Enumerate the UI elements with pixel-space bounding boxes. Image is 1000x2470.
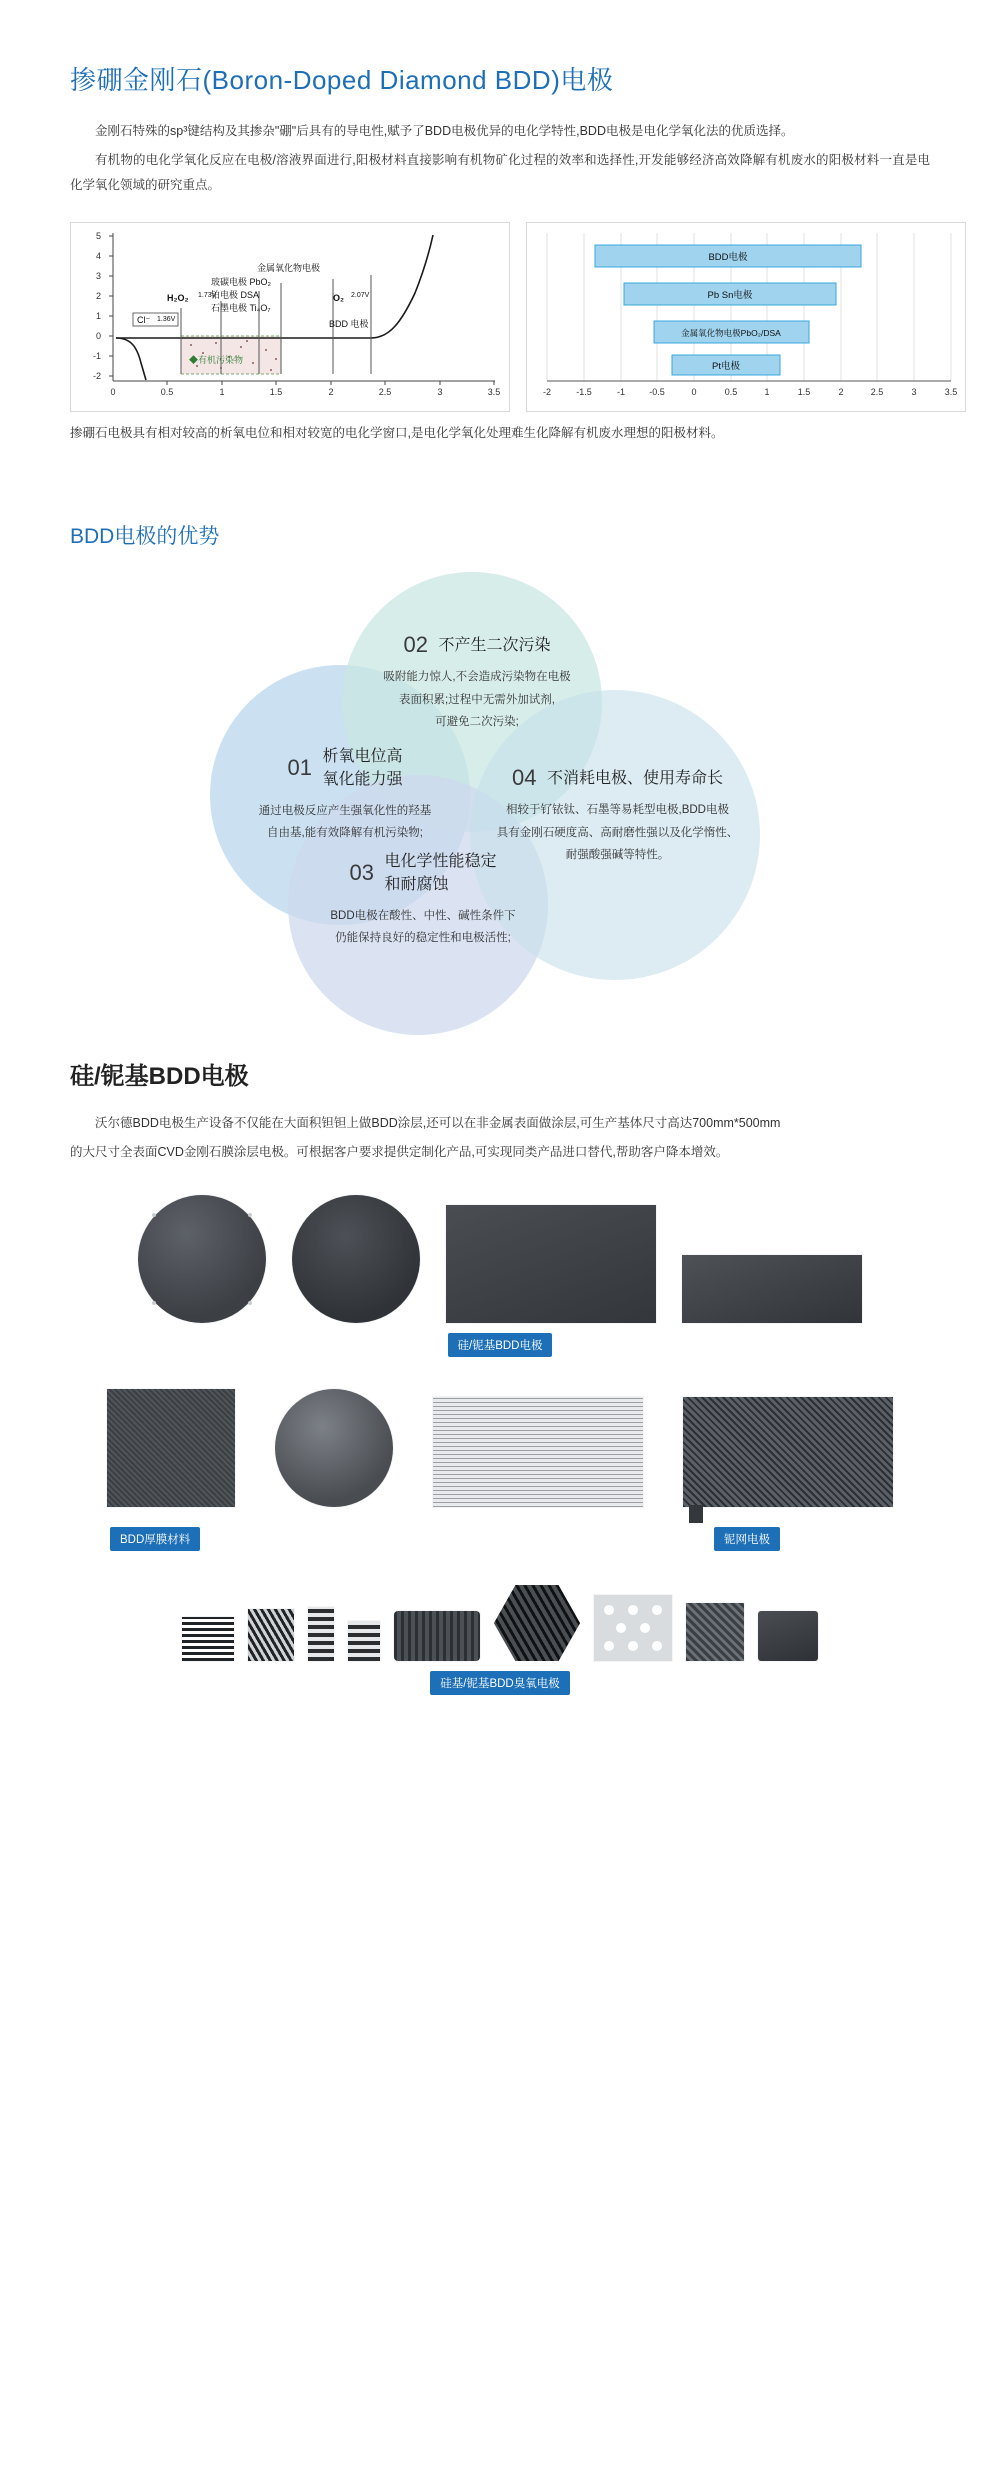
svg-text:3: 3 xyxy=(95,271,101,281)
svg-text:3.5: 3.5 xyxy=(944,387,958,397)
svg-text:2: 2 xyxy=(95,291,101,301)
advantage-heading-01-line2: 氧化能力强 xyxy=(322,771,403,789)
product-image-ozone-part-c xyxy=(308,1607,334,1661)
section-products xyxy=(0,990,1000,1695)
gallery-tag-row3: 硅基/铌基BDD臭氧电极 xyxy=(430,1671,569,1695)
chart-anno-o2: O₂ xyxy=(333,293,344,303)
gallery-tag-row1: 硅/铌基BDD电极 xyxy=(448,1333,553,1357)
product-image-bdd-plate-small xyxy=(682,1255,862,1323)
advantage-body-04-line2: 具有金刚石硬度高、高耐磨性强以及化学惰性、 xyxy=(496,826,739,839)
svg-text:-1: -1 xyxy=(92,351,101,361)
svg-text:1.5: 1.5 xyxy=(269,387,283,397)
product-image-bdd-plate-large xyxy=(446,1205,656,1323)
advantage-number-01: 01 xyxy=(287,755,312,781)
advantage-body-03-line2: 仍能保持良好的稳定性和电极活性; xyxy=(335,932,511,945)
product-image-bdd-sphere xyxy=(275,1389,393,1507)
gallery-row-2-caption-wrap xyxy=(70,1517,930,1551)
chart-anno-glassy: 玻碳电极 PbO₂ xyxy=(211,277,272,287)
bar-label-metaloxide: 金属氧化物电极PbO₂/DSA xyxy=(681,328,781,338)
svg-text:1.73V: 1.73V xyxy=(198,292,217,299)
chart-anno-graphite: 石墨电极 Ti₄O₇ xyxy=(211,303,271,313)
product-image-silicon-disc-1 xyxy=(138,1195,266,1323)
chart-anno-pollutant: ◆有机污染物 xyxy=(189,355,244,365)
svg-text:1: 1 xyxy=(219,387,225,397)
chart-caption-note: 掺硼石电极具有相对较高的析氧电位和相对较宽的电化学窗口,是电化学氧化处理难生化降解有机废水理想的阳极材料。 xyxy=(70,426,724,440)
advantage-body-04-line1: 相较于钌铱钛、石墨等易耗型电极,BDD电极 xyxy=(506,804,729,817)
product-image-silicon-disc-2 xyxy=(292,1195,420,1323)
product-image-ozone-part-e xyxy=(394,1611,480,1661)
advantage-body-02-line2: 表面积累;过程中无需外加试剂, xyxy=(399,693,555,706)
advantage-item-01 xyxy=(220,745,470,844)
chart-anno-metal-oxide: 金属氧化物电极 xyxy=(257,263,321,273)
svg-text:-2: -2 xyxy=(92,371,101,381)
products-paragraph-1: 沃尔德BDD电极生产设备不仅能在大面积钽钽上做BDD涂层,还可以在非金属表面做涂层,可生产基体尺寸高达700mm*500mm xyxy=(95,1116,781,1131)
product-image-ozone-part-d xyxy=(348,1621,380,1661)
svg-text:1: 1 xyxy=(764,387,770,397)
bar-label-pbsn: Pb Sn电极 xyxy=(707,290,753,301)
svg-text:3.5: 3.5 xyxy=(487,387,501,397)
svg-text:0: 0 xyxy=(691,387,697,397)
product-image-ozone-part-b xyxy=(248,1609,294,1661)
bar-label-pt: Pt电极 xyxy=(712,361,740,372)
product-image-ozone-part-a xyxy=(182,1617,234,1661)
gallery-row-3-caption-wrap xyxy=(70,1661,930,1695)
svg-text:0.5: 0.5 xyxy=(160,387,174,397)
chart-potential-window-line xyxy=(70,222,510,412)
svg-text:0: 0 xyxy=(110,387,116,397)
gallery-row-3 xyxy=(70,1585,930,1695)
svg-text:1.5: 1.5 xyxy=(797,387,811,397)
svg-text:2.5: 2.5 xyxy=(870,387,884,397)
svg-text:3: 3 xyxy=(911,387,917,397)
chart-anno-cl: Cl⁻ xyxy=(137,315,151,325)
product-image-ozone-block xyxy=(758,1611,818,1661)
intro-paragraph-2: 有机物的电化学氧化反应在电极/溶液界面进行,阳极材料直接影响有机物矿化过程的效率和选择性,开发能够经济高效降解有机废水的阳极材料一直是电化学氧化领域的研究重点。 xyxy=(70,153,930,192)
products-title: 硅/铌基BDD电极 xyxy=(70,1063,249,1091)
gallery-tag-row2-b: 铌网电极 xyxy=(714,1527,780,1551)
svg-text:2.5: 2.5 xyxy=(378,387,392,397)
advantage-body-01-line1: 通过电极反应产生强氧化性的羟基 xyxy=(258,804,432,817)
chart-electrode-windows-bar xyxy=(526,222,966,412)
advantage-number-03: 03 xyxy=(349,860,374,886)
advantage-heading-04: 不消耗电极、使用寿命长 xyxy=(546,769,723,787)
svg-text:-1.5: -1.5 xyxy=(576,387,592,397)
advantage-heading-01-line1: 析氧电位高 xyxy=(322,748,403,766)
svg-text:5: 5 xyxy=(95,231,101,241)
advantage-body-04-line3: 耐强酸强碱等特性。 xyxy=(565,849,670,862)
advantage-body-02-line3: 可避免二次污染; xyxy=(435,716,519,729)
product-image-niobium-mesh-light xyxy=(433,1397,643,1507)
section-bdd-intro xyxy=(0,0,1000,446)
advantage-heading-03-line2: 和耐腐蚀 xyxy=(384,876,449,894)
svg-text:-2: -2 xyxy=(542,387,552,397)
advantage-heading-02: 不产生二次污染 xyxy=(438,636,551,654)
svg-text:2.07V: 2.07V xyxy=(351,292,370,299)
advantage-body-02-line1: 吸附能力惊人,不会造成污染物在电极 xyxy=(383,671,571,684)
product-gallery xyxy=(70,1195,930,1695)
svg-text:-0.5: -0.5 xyxy=(649,387,665,397)
svg-text:1.36V: 1.36V xyxy=(157,316,176,323)
gallery-tag-row2-a: BDD厚膜材料 xyxy=(110,1527,200,1551)
page-title: 掺硼金刚石(Boron-Doped Diamond BDD)电极 xyxy=(70,65,614,95)
chart-anno-pt: 铂电极 DSA xyxy=(211,290,260,300)
advantage-item-02 xyxy=(352,632,602,733)
product-image-niobium-mesh-dark xyxy=(683,1397,893,1507)
advantage-item-03 xyxy=(298,850,548,949)
advantage-number-02: 02 xyxy=(403,632,428,658)
gallery-row-1 xyxy=(70,1195,930,1357)
svg-text:-1: -1 xyxy=(616,387,626,397)
intro-paragraph-1: 金刚石特殊的sp³键结构及其掺杂"硼"后具有的导电性,赋予了BDD电极优异的电化学特性,BDD电极是电化学氧化法的优质选择。 xyxy=(95,124,794,138)
chart-anno-bdd: BDD 电极 xyxy=(329,319,369,329)
svg-text:0.5: 0.5 xyxy=(724,387,738,397)
charts-row xyxy=(70,222,958,412)
advantage-heading-03-line1: 电化学性能稳定 xyxy=(384,853,497,871)
gallery-row-2 xyxy=(70,1389,930,1551)
venn-diagram xyxy=(70,560,930,990)
svg-text:1: 1 xyxy=(95,311,101,321)
bar-label-bdd: BDD电极 xyxy=(708,252,748,263)
svg-text:2: 2 xyxy=(328,387,334,397)
advantage-body-01-line2: 自由基,能有效降解有机污染物; xyxy=(267,827,423,840)
product-image-ozone-perforated xyxy=(594,1595,672,1661)
chart-anno-h2o2: H₂O₂ xyxy=(167,293,189,303)
svg-text:3: 3 xyxy=(437,387,443,397)
products-paragraph-2: 的大尺寸全表面CVD金刚石膜涂层电极。可根据客户要求提供定制化产品,可实现同类产品进口替代,帮助客户降本增效。 xyxy=(70,1145,729,1160)
advantage-number-04: 04 xyxy=(512,765,537,791)
svg-text:4: 4 xyxy=(95,251,101,261)
gallery-row-1-caption-wrap xyxy=(70,1323,930,1357)
svg-text:2: 2 xyxy=(838,387,844,397)
section-advantages xyxy=(0,458,1000,990)
product-image-bdd-thick-film xyxy=(107,1389,235,1507)
product-image-ozone-woven xyxy=(686,1603,744,1661)
product-image-ozone-hex xyxy=(494,1585,580,1661)
svg-text:0: 0 xyxy=(95,331,101,341)
advantage-body-03-line1: BDD电极在酸性、中性、碱性条件下 xyxy=(330,909,516,922)
advantages-title: BDD电极的优势 xyxy=(70,525,220,549)
